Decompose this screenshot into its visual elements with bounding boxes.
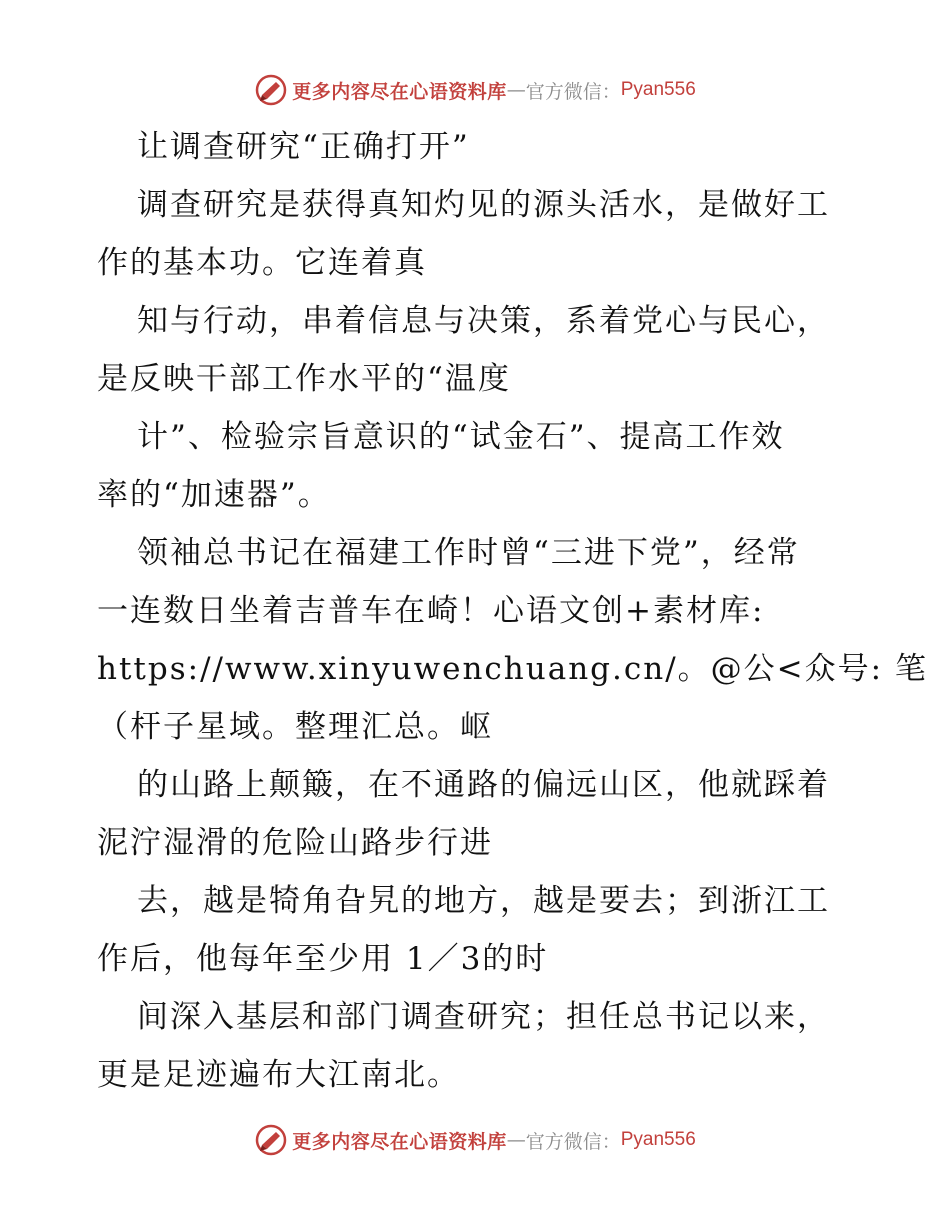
text-line: 更是足迹遍布大江南北。 [97,1057,460,1093]
text-line: 泥泞湿滑的危险山路步行进 [97,825,493,861]
pen-logo-icon [254,1123,288,1157]
header-banner [0,70,950,110]
text-line: （杆子星域。整理汇总。岖 [97,709,493,745]
banner-official-label: 官方微信： [525,1130,621,1153]
banner-wechat-handle: Pyan556 [620,79,696,100]
text-line: 的山路上颠簸，在不通路的偏远山区，他就踩着 [137,767,830,803]
banner-main-text: 更多内容尽在心语资料库 [292,80,507,103]
banner-official-label: 官方微信： [525,80,621,103]
text-line-url: https://www.xinyuwenchuang.cn/。@公<众号: 笔 [97,651,928,687]
footer-banner [0,1120,950,1160]
banner-wechat-handle: Pyan556 [620,1129,696,1150]
document-title: 让调查研究“正确打开” [137,129,470,165]
pen-logo-icon [254,73,288,107]
text-line: 作的基本功。它连着真 [97,245,427,281]
text-line: 间深入基层和部门调查研究；担任总书记以来， [137,999,830,1035]
text-line: 计”、检验宗旨意识的“试金石”、提高工作效 [137,419,785,455]
text-line: 作后，他每年至少用 1／3的时 [97,941,549,977]
text-line: 去，越是犄角旮旯的地方，越是要去；到浙江工 [137,883,830,919]
banner-dash: — [506,1129,526,1151]
banner-dash: — [506,79,526,101]
banner-main-text: 更多内容尽在心语资料库 [292,1130,507,1153]
text-line: 率的“加速器”。 [97,477,331,513]
text-line: 是反映干部工作水平的“温度 [97,361,511,397]
text-line: 领袖总书记在福建工作时曾“三进下党”，经常 [137,535,800,571]
document-body [97,118,928,1104]
text-line: 调查研究是获得真知灼见的源头活水，是做好工 [137,187,830,223]
text-line: 知与行动，串着信息与决策，系着党心与民心， [137,303,830,339]
text-line: 一连数日坐着吉普车在崎！心语文创+素材库: [97,593,765,629]
